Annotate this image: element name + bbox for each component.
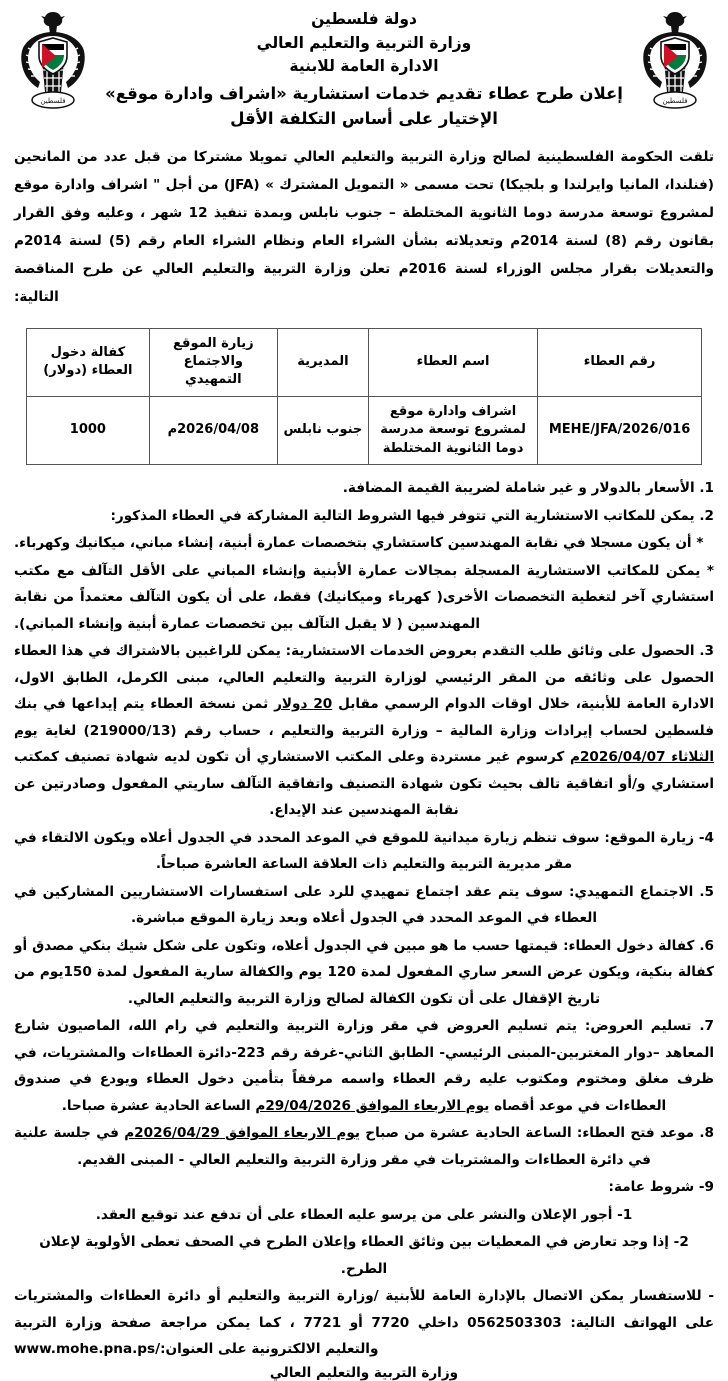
- clause-9-sub-2: 2- إذا وجد تعارض في المعطيات بين وثائق العطاء وإعلان الطرح في الصحف تعطى الأولوية لإعلان الطرح.: [39, 1234, 689, 1277]
- clause-3-deadline-date: يوم الثلاثاء 2026/04/07م: [14, 722, 714, 766]
- contact-info: - للاستفسار يمكن الاتصال بالإدارة العامة للأبنية /وزارة التربية والتعليم أو دائرة العطاءات والمشتريات على الهواتف التالية: 0562503303 داخلي 7720 أو 7721 ، كما يمكن مراجعة صفحة وزارة التربية والتعليم الالكترونية على العنوان:/www.mohe.pna.ps: [14, 1288, 715, 1358]
- header-title-block: [100, 8, 628, 131]
- announcement-title: إعلان طرح عطاء تقديم خدمات استشارية «اشراف وادارة موقع»: [105, 83, 623, 103]
- clause-2-bullet-2: * يمكن للمكاتب الاستشارية المسجلة بمجالات عمارة الأبنية وإنشاء المباني على الأقل التآلف مع مكتب استشاري آخر لتغطية التخصصات الأخرى( كهرباء وميكانيك) فقط، على أن يكون التآلف معتمداً من نقابة المهندسين ( لا يقبل التآلف بين تخصصات عمارة أبنية وإنشاء المباني).: [14, 562, 714, 632]
- clause-9-sub-1: 1- أجور الإعلان والنشر على من يرسو عليه العطاء على أن تدفع عند توقيع العقد.: [95, 1206, 633, 1223]
- cell-site-visit: 2026/04/08م: [149, 396, 278, 464]
- clause-7-part-a: 7. تسليم العروض: يتم تسليم العروض في مقر وزارة التربية والتعليم في رام الله، الماصيون شارع المعاهد –دوار المغتربين-المبنى الرئيسي- الطابق الثاني-غرفة رقم 223-دائرة العطاءات والمشتريات، في ظرف مغلق ومختوم ومكتوب عليه رقم العطاء واسمه مرفقاً بتأمين دخول العطاء ويودع في صندوق العطاءات في موعد أقصاه: [14, 1018, 714, 1114]
- cell-tender-number: MEHE/JFA/2026/016: [538, 396, 701, 464]
- table-row: [27, 396, 702, 464]
- header-tender-name: اسم العطاء: [368, 328, 538, 396]
- clause-8-opening-date: يوم الاربعاء الموافق 2026/04/29م: [124, 1125, 360, 1142]
- table-header-row: [27, 328, 702, 396]
- clause-4: 4- زيارة الموقع: سوف تنظم زيارة ميدانية للموقع في الموعد المحدد في الجدول أعلاه ويكون الالتقاء في مقر مديرية التربية والتعليم ذات العلاقة الساعة العاشرة صباحاً.: [14, 829, 714, 873]
- tender-details-table: [26, 328, 702, 466]
- clause-3-part-b: ثمن نسخة العطاء يتم إيداعها في بنك فلسطين لحساب إيرادات وزارة المالية – وزارة التربية والتعليم ، حساب رقم (219000/13) لغاية: [14, 696, 714, 739]
- clause-8-part-a: 8. موعد فتح العطاء: الساعة الحادية عشرة من صباح: [359, 1125, 714, 1142]
- palestine-eagle-emblem: [14, 8, 92, 112]
- clause-5: 5. الاجتماع التمهيدي: سوف يتم عقد اجتماع تمهيدي للرد على استفسارات الاستشاريين المشاركين في العطاء في الموعد المحدد في الجدول أعلاه وبعد زيارة الموقع مباشرة.: [14, 883, 714, 927]
- cell-bid-bond: 1000: [27, 396, 149, 464]
- cell-tender-name: اشراف وادارة موقع لمشروع توسعة مدرسة دوما الثانوية المختلطة: [368, 396, 538, 464]
- palestine-eagle-emblem: [636, 8, 714, 112]
- header-tender-number: رقم العطاء: [538, 328, 701, 396]
- selection-basis: الإختيار على أساس التكلفة الأقل: [230, 108, 498, 128]
- clause-7-part-b: الساعة الحادية عشرة صباحا.: [61, 1097, 256, 1114]
- svg-text:فلسطين: فلسطين: [662, 97, 688, 105]
- clause-2: 2. يمكن للمكاتب الاستشارية التي تتوفر فيها الشروط التالية المشاركة في العطاء المذكور:: [110, 507, 714, 524]
- cell-directorate: جنوب نابلس: [278, 396, 369, 464]
- svg-text:فلسطين: فلسطين: [40, 97, 66, 105]
- clause-8-part-b: في جلسة علنية في دائرة العطاءات والمشتريات في مقر وزارة التربية والتعليم العالي - المبنى القديم.: [14, 1125, 651, 1168]
- document-header: [0, 0, 728, 133]
- clause-3-fee: 20 دولار: [274, 696, 333, 713]
- clause-3-part-a: 3. الحصول على وثائق طلب التقدم بعروض الخدمات الاستشارية: يمكن للراغبين بالاشتراك في هذا العطاء الحصول على وثائقه من المقر الرئيسي لوزارة التربية والتعليم العالي، مبنى الكرمل، الطابق الاول، الادارة العامة للأبنية، خلال اوقات الدوام الرسمي مقابل: [14, 643, 714, 713]
- clauses-list: [14, 475, 714, 1381]
- clause-9: 9- شروط عامة:: [608, 1179, 714, 1196]
- header-directorate: المديرية: [278, 328, 369, 396]
- clause-3-part-c: كرسوم غير مستردة وعلى المكتب الاستشاري أن تكون لديه شهادة تصنيف كمكتب استشاري و/أو اتفاقية تالف بحيث تكون شهادة التصنيف واتفاقية التآلف ساريتي المفعول وصادرتين عن نقابة المهندسين عند الإيداع.: [14, 749, 714, 819]
- signature-line: وزارة التربية والتعليم العالي: [269, 1364, 459, 1381]
- clause-8: [14, 1120, 714, 1173]
- department-name: الادارة العامة للابنية: [289, 57, 439, 76]
- clause-7-submission-date: يوم الاربعاء الموافق 29/04/2026م: [255, 1097, 490, 1114]
- clause-3: [14, 638, 714, 824]
- clause-7: [14, 1013, 714, 1119]
- header-site-visit: زيارة الموقع والاجتماع التمهيدي: [149, 328, 278, 396]
- document-body: [0, 143, 728, 1381]
- state-name: دولة فلسطين: [311, 10, 417, 28]
- header-bid-bond: كفالة دخول العطاء (دولار): [27, 328, 149, 396]
- intro-paragraph: تلقت الحكومة الفلسطينية لصالح وزارة التربية والتعليم العالي تمويلا مشتركا من قبل عدد من المانحين (فنلندا، المانيا وايرلندا و بلجيكا) تحت مسمى « التمويل المشترك » (JFA) من أجل " اشراف وادارة موقع لمشروع توسعة مدرسة دوما الثانوية المختلطة – جنوب نابلس وبمدة تنفيذ 12 شهر ، وعليه وفق القرار بقانون رقم (8) لسنة 2014م وتعديلاته بشأن الشراء العام ونظام الشراء العام رقم (5) لسنة 2014م والتعديلات بقرار مجلس الوزراء لسنة 2016م تعلن وزارة التربية والتعليم العالي عن طرح المناقصة التالية:: [14, 148, 715, 306]
- clause-1: 1. الأسعار بالدولار و غير شاملة لضريبة القيمة المضافة.: [342, 480, 714, 497]
- clause-2-bullet-1: * أن يكون مسجلا في نقابة المهندسين كاستشاري بتخصصات عمارة أبنية، إنشاء مباني، ميكانيك وكهرباء.: [14, 535, 704, 552]
- clause-6: 6. كفالة دخول العطاء: قيمتها حسب ما هو مبين في الجدول أعلاه، وتكون على شكل شيك بنكي مصدق أو كفالة بنكية، ويكون عرض السعر ساري المفعول لمدة 120 يوم والكفالة سارية المفعول لمدة 150يوم من تاريخ الإقفال على أن تكون الكفالة لصالح وزارة التربية والتعليم العالي.: [14, 937, 714, 1007]
- ministry-name: وزارة التربية والتعليم العالي: [256, 33, 472, 52]
